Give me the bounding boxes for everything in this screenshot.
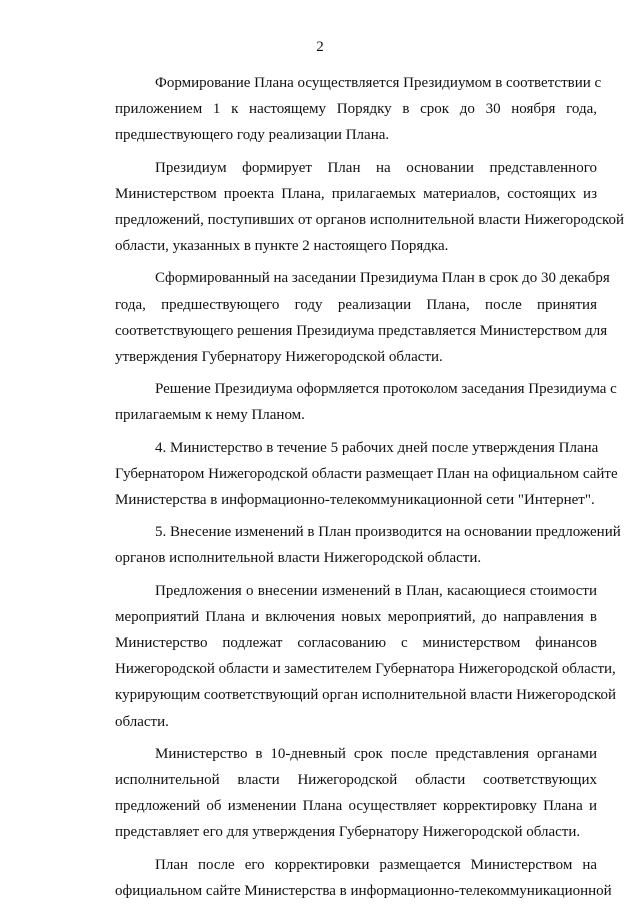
text-line: области. (115, 713, 169, 730)
paragraph (75, 435, 618, 514)
text-line: мероприятий Плана и включения новых мероприятий, до направления в (115, 608, 597, 625)
text-line: 4. Министерство в течение 5 рабочих дней после утверждения Плана (155, 439, 599, 456)
text-line: прилагаемым к нему Планом. (115, 407, 305, 424)
text-line: Формирование Плана осуществляется Президиумом в соответствии с (155, 75, 602, 91)
text-line: Президиум формирует План на основании представленного (155, 159, 597, 176)
text-line: курирующим соответствующий орган исполнительной власти Нижегородской (115, 687, 617, 704)
text-line: предложений, поступивших от органов исполнительной власти Нижегородской (115, 212, 625, 229)
text-line: органов исполнительной власти Нижегородской области. (115, 550, 482, 567)
text-line: представляет его для утверждения Губернатору Нижегородской области. (115, 824, 581, 841)
text-line: Министерства в информационно-телекоммуникационной сети "Интернет". (115, 492, 595, 509)
text-line: Нижегородской области и заместителем Губернатора Нижегородской области, (115, 661, 616, 678)
text-line: 5. Внесение изменений в План производится на основании предложений (155, 524, 621, 541)
text-line: соответствующего решения Президиума представляется Министерством для (115, 322, 608, 339)
text-line: года, предшествующего году реализации Плана, после принятия (115, 296, 597, 313)
document-body (75, 70, 625, 904)
paragraph (75, 852, 612, 904)
text-line: предшествующего году реализации Плана. (115, 127, 390, 144)
paragraph (75, 376, 617, 428)
paragraph (75, 741, 597, 846)
text-line: Министерство в 10-дневный срок после представления органами (155, 745, 597, 762)
paragraph (75, 70, 602, 149)
page-number: 2 (316, 39, 324, 55)
paragraph (75, 265, 610, 370)
text-line: приложением 1 к настоящему Порядку в срок до 30 ноября года, (115, 101, 597, 118)
text-line: области, указанных в пункте 2 настоящего Порядка. (115, 238, 449, 255)
text-line: исполнительной власти Нижегородской области соответствующих (115, 772, 597, 789)
text-line: предложений об изменении Плана осуществляет корректировку Плана и (115, 798, 597, 815)
text-line: утверждения Губернатору Нижегородской области. (115, 349, 443, 366)
text-line: Министерством проекта Плана, прилагаемых материалов, состоящих из (115, 185, 597, 202)
text-line: Решение Президиума оформляется протоколом заседания Президиума с (155, 381, 617, 398)
text-line: Губернатором Нижегородской области размещает План на официальном сайте (115, 465, 618, 482)
text-line: официальном сайте Министерства в информационно-телекоммуникационной (115, 882, 612, 899)
text-line: Предложения о внесении изменений в План, касающиеся стоимости (155, 582, 597, 599)
paragraph (75, 155, 625, 260)
paragraph (75, 578, 617, 735)
text-line: Сформированный на заседании Президиума План в срок до 30 декабря (155, 270, 610, 287)
text-line: Министерство подлежат согласованию с министерством финансов (115, 635, 597, 652)
text-line: План после его корректировки размещается Министерством на (155, 856, 597, 873)
paragraph (75, 519, 621, 571)
